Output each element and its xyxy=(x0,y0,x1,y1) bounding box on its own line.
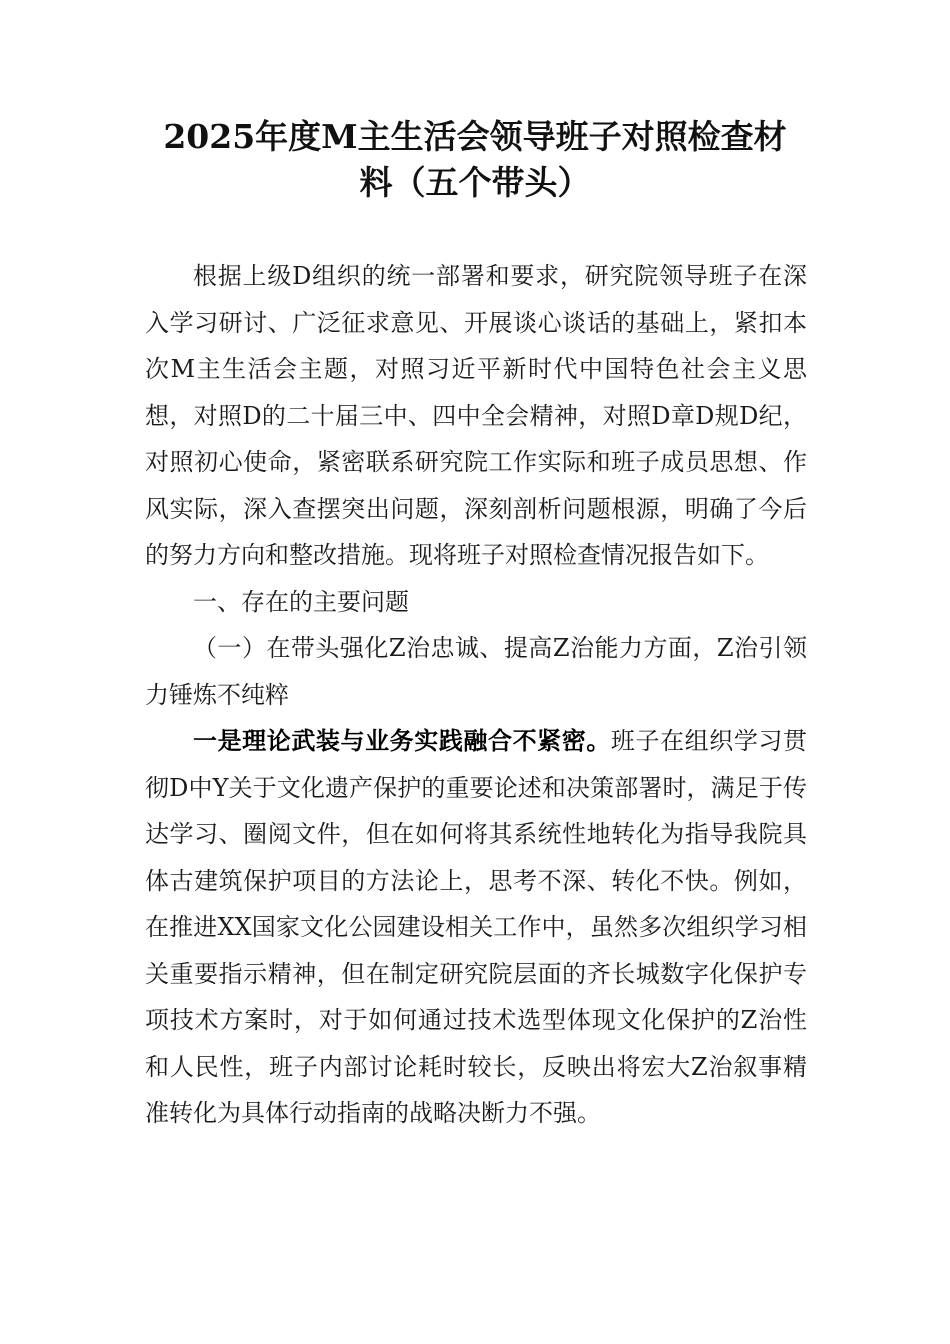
point-1-body: 班子在组织学习贯彻D中Y关于文化遗产保护的重要论述和决策部署时，满足于传达学习、圈阅文件，但在如何将其系统性地转化为指导我院具体古建筑保护项目的方法论上，思考不深、转化不快。例如，在推进XX国家文化公园建设相关工作中，虽然多次组织学习相关重要指示精神，但在制定研究院层面的齐长城数字化保护专项技术方案时，对于如何通过技术选型体现文化保护的Z治性和人民性，班子内部讨论耗时较长，反映出将宏大Z治叙事精准转化为具体行动指南的战略决断力不强。 xyxy=(145,727,808,1127)
intro-paragraph: 根据上级D组织的统一部署和要求，研究院领导班子在深入学习研讨、广泛征求意见、开展谈心谈话的基础上，紧扣本次M主生活会主题，对照习近平新时代中国特色社会主义思想，对照D的二十届三中、四中全会精神，对照D章D规D纪，对照初心使命，紧密联系研究院工作实际和班子成员思想、作风实际，深入查摆突出问题，深刻剖析问题根源，明确了今后的努力方向和整改措施。现将班子对照检查情况报告如下。 xyxy=(145,262,807,569)
title-line-2: 料（五个带头） xyxy=(359,163,591,202)
point-1-paragraph xyxy=(145,718,807,1137)
document-title xyxy=(140,114,810,206)
subsection-heading: （一）在带头强化Z治忠诚、提高Z治能力方面，Z治引领力锤炼不纯粹 xyxy=(145,634,807,709)
title-line-1: 2025年度M主生活会领导班子对照检查材 xyxy=(163,117,787,156)
point-1-lead: 一是理论武装与业务实践融合不紧密。 xyxy=(193,726,611,755)
section-heading: 一、存在的主要问题 xyxy=(193,587,409,616)
document-body xyxy=(145,253,807,1137)
